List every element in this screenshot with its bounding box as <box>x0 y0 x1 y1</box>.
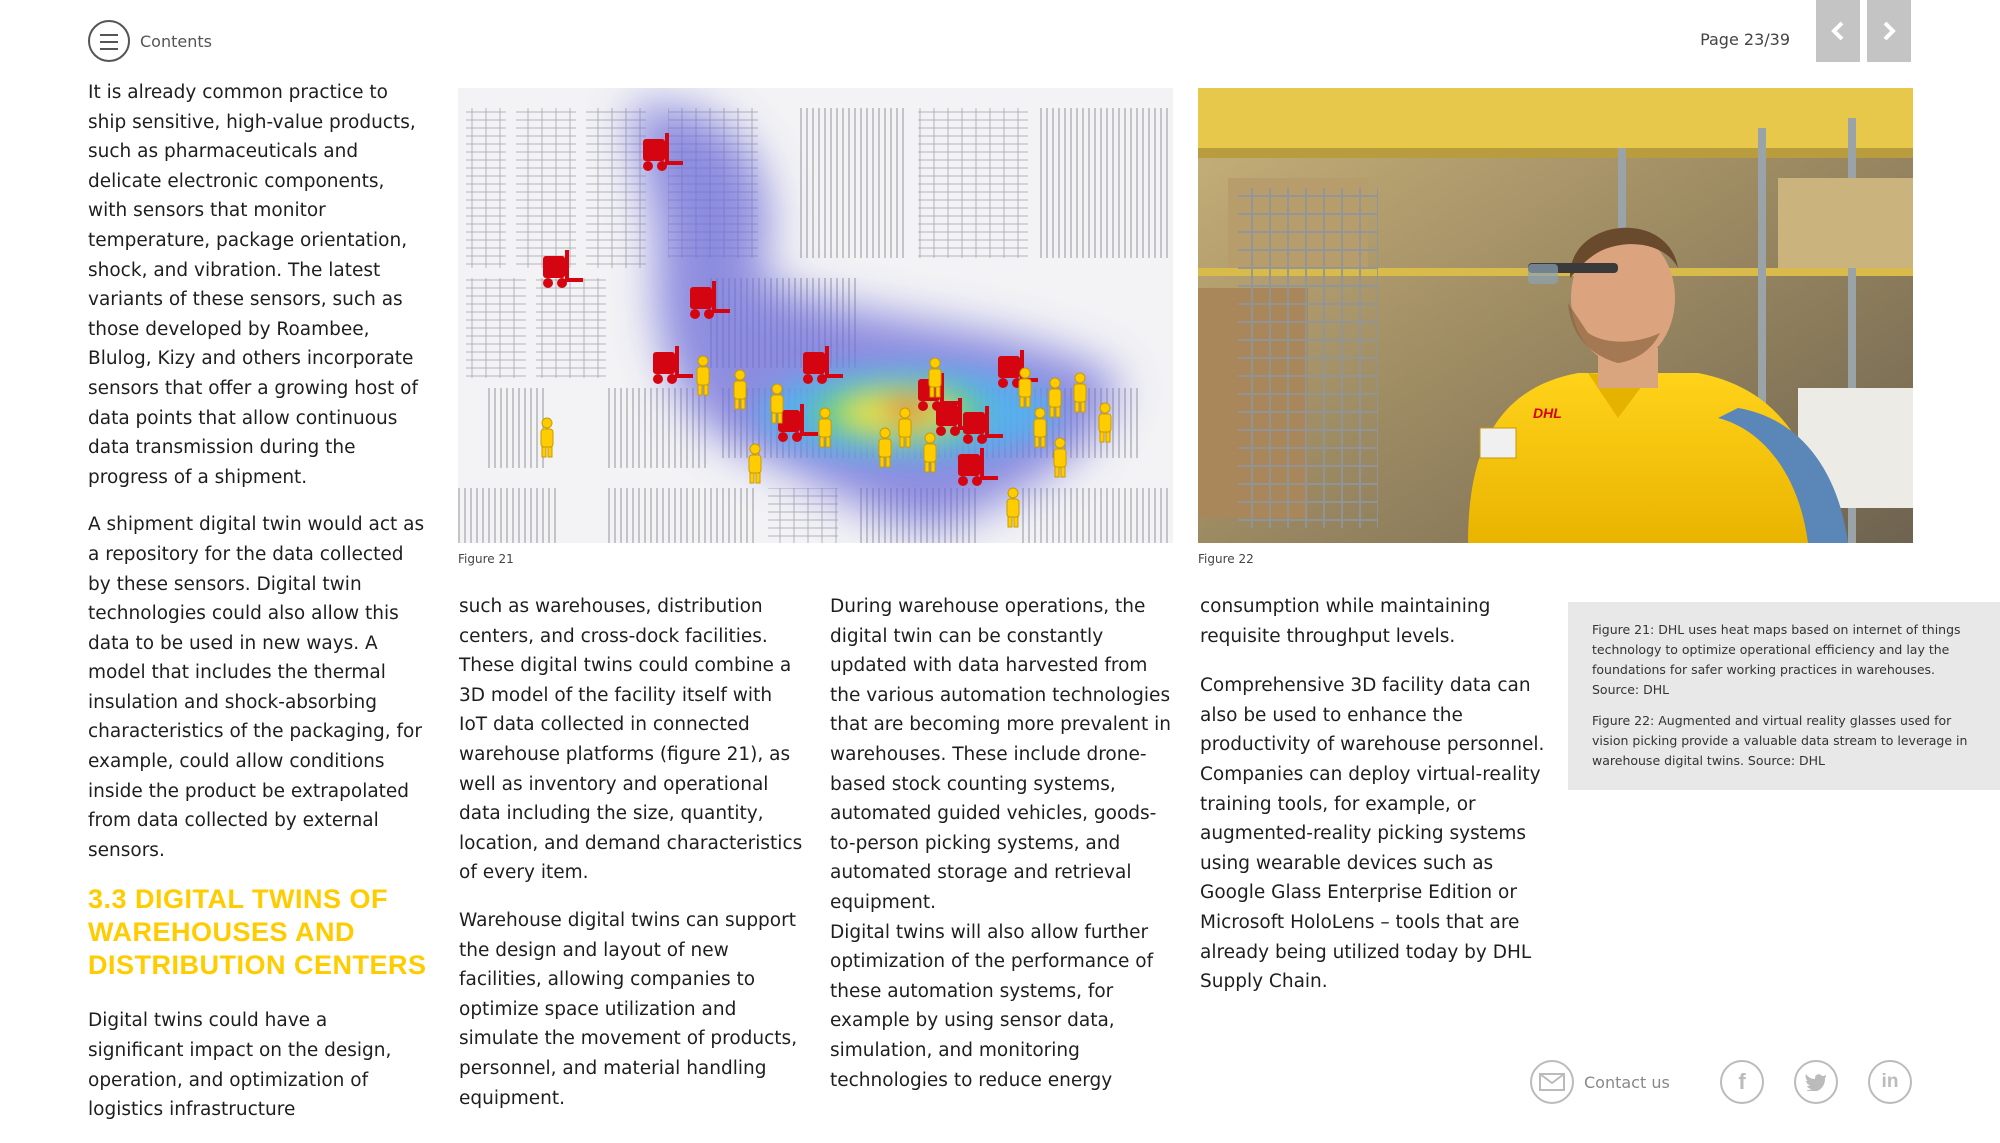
text-column-3 <box>830 592 1175 1113</box>
figure-21-heatmap-image <box>458 88 1173 543</box>
contact-us-label: Contact us <box>1584 1072 1670 1092</box>
contents-label: Contents <box>140 31 212 51</box>
page-indicator: Page 23/39 <box>1700 30 1790 49</box>
linkedin-share-button[interactable] <box>1868 1060 1912 1104</box>
previous-page-button[interactable] <box>1816 0 1860 62</box>
body-paragraph: Digital twins will also allow further optimization of the performance of these automation systems, for example by using sensor data, simulation, and monitoring technologies to reduce energy <box>830 921 1154 1091</box>
text-column-4 <box>1200 592 1545 1015</box>
body-paragraph: such as warehouses, distribution centers, and cross-dock facilities. These digital twins could combine a 3D model of the facility itself with IoT data collected in connected warehouse platforms (figure 21), as well as inventory and operational data including the size, quantity, location, and demand characteristics of every item. <box>459 596 803 884</box>
facebook-share-button[interactable] <box>1720 1060 1764 1104</box>
next-page-button[interactable] <box>1867 0 1911 62</box>
body-paragraph: During warehouse operations, the digital twin can be constantly updated with data harvested from the various automation technologies that are becoming more prevalent in warehouses. These include drone-based stock counting systems, automated guided vehicles, goods-to-person picking systems, and automated storage and retrieval equipment. <box>830 596 1172 913</box>
menu-icon <box>88 20 130 62</box>
text-column-2 <box>459 592 804 1131</box>
section-heading: 3.3 DIGITAL TWINS OF WAREHOUSES AND DISTRIBUTION CENTERS <box>88 884 427 981</box>
figure-21-label: Figure 21 <box>458 552 514 566</box>
mail-icon <box>1530 1060 1574 1104</box>
figure-22-caption: Figure 22: Augmented and virtual reality glasses used for vision picking provide a valuable data stream to leverage in warehouse digital twins. Source: DHL <box>1592 713 1968 768</box>
body-paragraph: Comprehensive 3D facility data can also be used to enhance the productivity of warehouse personnel. Companies can deploy virtual-reality training tools, for example, or augmented-reality picking systems using wearable devices such as Google Glass Enterprise Edition or Microsoft HoloLens – tools that are already being utilized today by DHL Supply Chain. <box>1200 675 1545 993</box>
body-paragraph: Warehouse digital twins can support the design and layout of new facilities, allowing companies to optimize space utilization and simulate the movement of products, personnel, and material handling equipment. <box>459 909 798 1109</box>
text-column-1 <box>88 78 428 1143</box>
linkedin-icon: in <box>1868 1060 1912 1104</box>
body-paragraph: consumption while maintaining requisite throughput levels. <box>1200 596 1491 647</box>
figure-22-label: Figure 22 <box>1198 552 1254 566</box>
figure-caption-box <box>1568 602 2000 790</box>
body-paragraph: Digital twins could have a significant impact on the design, operation, and optimization of logistics infrastructure <box>88 1010 392 1121</box>
figure-22-photo <box>1198 88 1913 543</box>
contents-menu-button[interactable] <box>88 20 212 62</box>
chevron-right-icon <box>1878 20 1900 42</box>
chevron-left-icon <box>1827 20 1849 42</box>
body-paragraph: It is already common practice to ship sensitive, high-value products, such as pharmaceuticals and delicate electronic components, with sensors that monitor temperature, package orientation, shock, and vibration. The latest variants of these sensors, such as those developed by Roambee, Blulog, Kizy and others incorporate sensors that offer a growing host of data points that allow continuous data transmission during the progress of a shipment. <box>88 82 418 488</box>
contact-us-button[interactable] <box>1530 1060 1670 1104</box>
shirt-logo: DHL <box>1533 405 1562 421</box>
facebook-icon: f <box>1720 1060 1764 1104</box>
figure-21-caption: Figure 21: DHL uses heat maps based on internet of things technology to optimize operational efficiency and lay the foundations for safer working practices in warehouses. Source: DHL <box>1592 622 1961 697</box>
body-paragraph: A shipment digital twin would act as a repository for the data collected by these sensors. Digital twin technologies could also allow this data to be used in new ways. A model that includes the thermal insulation and shock-absorbing characteristics of the packaging, for example, could allow conditions inside the product be extrapolated from data collected by external sensors. <box>88 514 425 861</box>
twitter-icon <box>1794 1060 1838 1104</box>
twitter-share-button[interactable] <box>1794 1060 1838 1104</box>
